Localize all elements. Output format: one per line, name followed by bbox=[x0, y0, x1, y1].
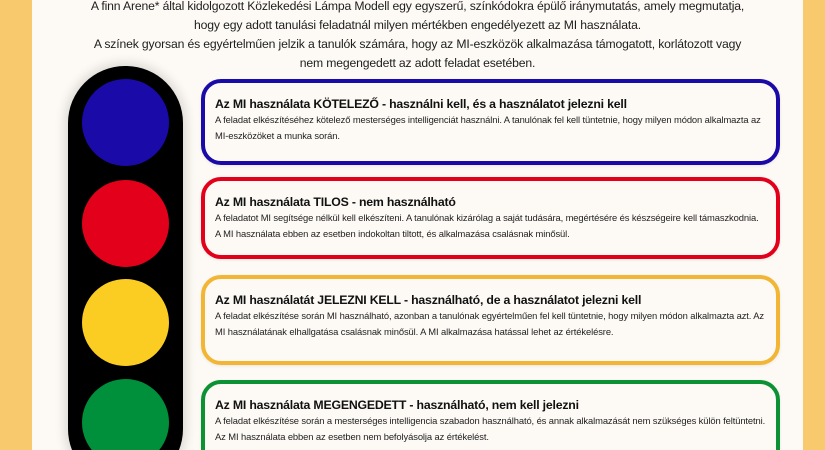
card-body: A feladat elkészítése során MI használható, azonban a tanulónak egyértelműen fel kell tüntetnie, hogy milyen módon alkalmazta azt. Az MI használatának elhallgatása csalásnak minősül. A MI alkalmazása hatással lehet az értékelésre. bbox=[215, 310, 765, 337]
intro-text bbox=[32, 0, 803, 73]
card-title: Az MI használata TILOS - nem használható bbox=[215, 195, 456, 209]
card-forbidden bbox=[201, 177, 780, 259]
card-body: A feladatot MI segítsége nélkül kell elkészíteni. A tanulónak kizárólag a saját tudására, megértésére és készségeire kell támaszkodnia. A MI használata ebben az esetben indokoltan tiltott, és alkalmazása csalásnak minősül. bbox=[215, 212, 759, 239]
card-body: A feladat elkészítéséhez kötelező mesterséges intelligenciát használni. A tanulónak fel kell tüntetnie, hogy milyen módon alkalmazta az MI-eszközöket a munka során. bbox=[215, 114, 761, 141]
intro-line-4: nem megengedett az adott feladat esetében. bbox=[299, 56, 536, 70]
card-title: Az MI használatát JELEZNI KELL - használható, de a használatot jelezni kell bbox=[215, 293, 642, 307]
card-must-declare bbox=[201, 275, 780, 365]
card-mandatory bbox=[201, 79, 780, 165]
intro-line-3: A színek gyorsan és egyértelműen jelzik a tanulók számára, hogy az MI-eszközök alkalmazása támogatott, korlátozott vagy bbox=[93, 37, 742, 51]
traffic-light-icon bbox=[68, 66, 183, 450]
card-title: Az MI használata MEGENGEDETT - használható, nem kell jelezni bbox=[215, 398, 579, 412]
yellow-lamp-icon bbox=[82, 279, 169, 366]
card-permitted bbox=[201, 380, 780, 450]
page bbox=[32, 0, 803, 450]
red-lamp-icon bbox=[82, 180, 169, 267]
card-title: Az MI használata KÖTELEZŐ - használni kell, és a használatot jelezni kell bbox=[215, 97, 627, 111]
intro-line-2: hogy egy adott tanulási feladatnál milyen mértékben engedélyezett az MI használata. bbox=[194, 18, 641, 32]
blue-lamp-icon bbox=[82, 79, 169, 166]
green-lamp-icon bbox=[82, 379, 169, 450]
card-body: A feladat elkészítése során a mesterséges intelligencia szabadon használható, és annak alkalmazását nem szükséges külön feltüntetni. Az MI használata ebben az esetben nem befolyásolja az értékelést. bbox=[215, 415, 766, 442]
intro-line-1: A finn Arene* által kidolgozott Közlekedési Lámpa Modell egy egyszerű, színkódokra épülő iránymutatás, amely megmutatja, bbox=[90, 0, 745, 13]
